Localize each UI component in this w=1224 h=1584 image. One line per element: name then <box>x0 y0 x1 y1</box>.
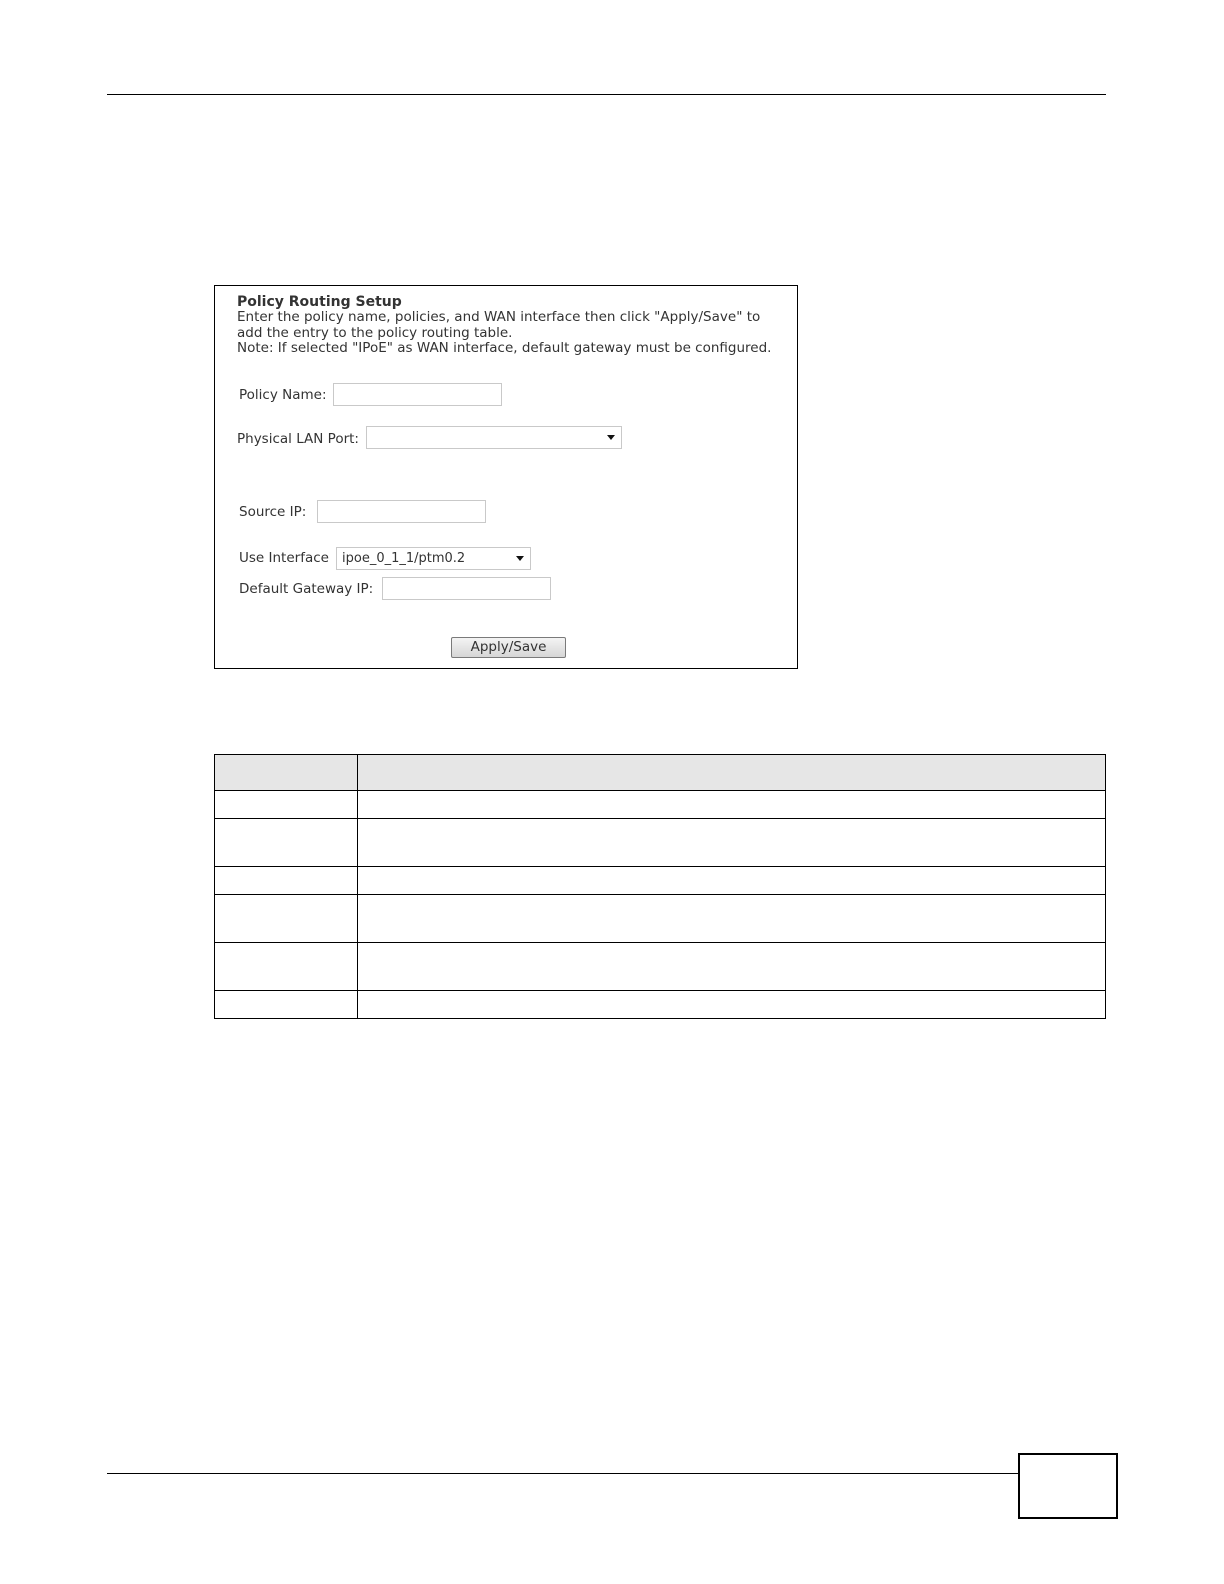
dropdown-arrow-icon <box>607 435 615 440</box>
table-cell <box>358 791 1106 819</box>
table-header-label <box>215 755 358 791</box>
table-header-row <box>215 755 1106 791</box>
table-row <box>215 791 1106 819</box>
policy-name-input[interactable] <box>333 383 502 406</box>
table-cell <box>358 991 1106 1019</box>
panel-title: Policy Routing Setup <box>237 294 402 310</box>
table-cell <box>358 943 1106 991</box>
physical-lan-port-label: Physical LAN Port: <box>237 431 359 447</box>
field-description-table <box>214 754 1106 1019</box>
table-cell <box>215 867 358 895</box>
table-cell <box>215 819 358 867</box>
use-interface-select[interactable] <box>336 547 531 570</box>
physical-lan-port-select[interactable] <box>366 426 622 449</box>
dropdown-arrow-icon <box>516 556 524 561</box>
description-line-3: Note: If selected "IPoE" as WAN interface, default gateway must be configured. <box>237 340 772 356</box>
table-row <box>215 991 1106 1019</box>
default-gateway-ip-input[interactable] <box>382 577 551 600</box>
default-gateway-ip-label: Default Gateway IP: <box>239 581 374 597</box>
table-row <box>215 819 1106 867</box>
table-cell <box>215 991 358 1019</box>
table-cell <box>358 867 1106 895</box>
table-cell <box>358 895 1106 943</box>
table-row <box>215 895 1106 943</box>
apply-save-button[interactable]: Apply/Save <box>451 637 566 658</box>
page-number-box <box>1018 1453 1118 1519</box>
table-cell <box>358 819 1106 867</box>
use-interface-label: Use Interface <box>239 550 329 566</box>
table-cell <box>215 791 358 819</box>
table-cell <box>215 943 358 991</box>
source-ip-input[interactable] <box>317 500 486 523</box>
table-cell <box>215 895 358 943</box>
policy-name-label: Policy Name: <box>239 387 327 403</box>
table-header-description <box>358 755 1106 791</box>
table-row <box>215 867 1106 895</box>
use-interface-value: ipoe_0_1_1/ptm0.2 <box>342 551 466 566</box>
policy-routing-setup-panel <box>214 285 798 669</box>
description-line-1: Enter the policy name, policies, and WAN interface then click "Apply/Save" to <box>237 309 761 325</box>
header-rule <box>107 94 1106 95</box>
description-line-2: add the entry to the policy routing table. <box>237 324 513 341</box>
source-ip-label: Source IP: <box>239 504 307 520</box>
table-row <box>215 943 1106 991</box>
footer-rule <box>107 1473 1019 1474</box>
